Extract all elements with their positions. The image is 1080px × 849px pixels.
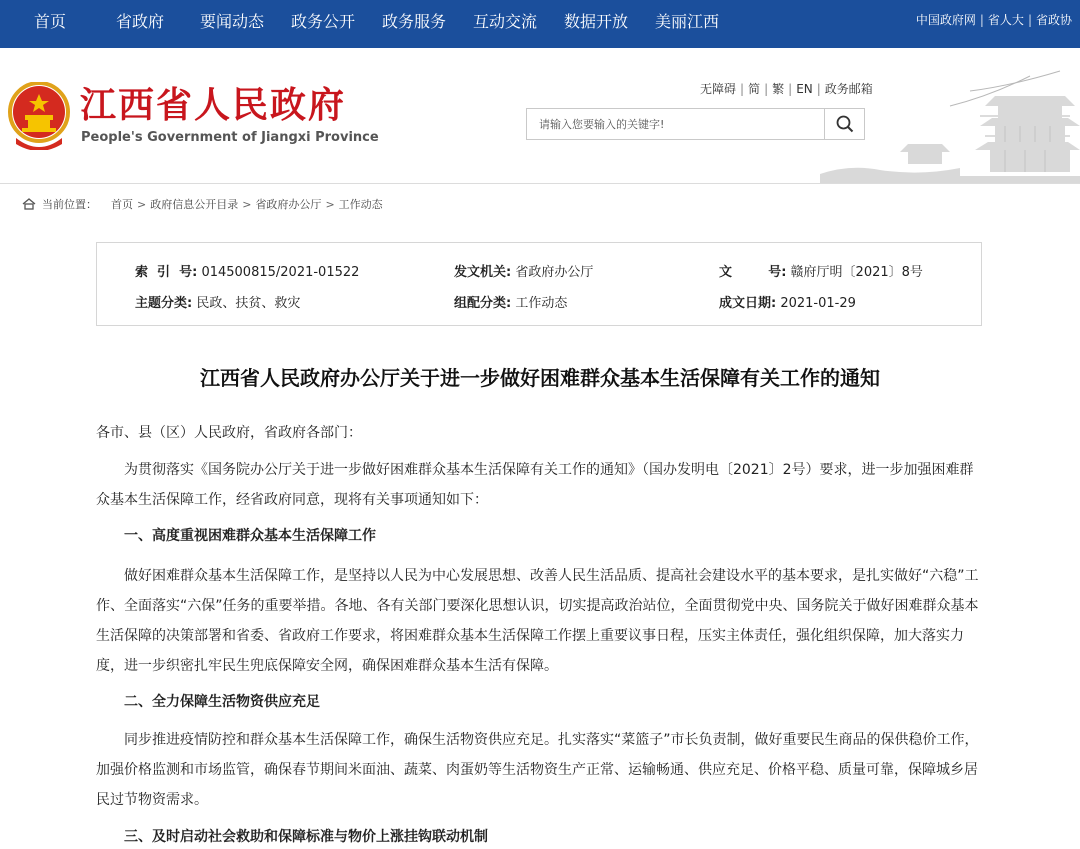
breadcrumb-separator: > [137,197,147,211]
header-divider [0,183,1080,184]
top-right-links [916,0,1072,40]
meta-docno-value: 赣府厅明〔2021〕8号 [790,265,923,280]
section-2-heading: 二、全力保障生活物资供应充足 [124,694,320,710]
meta-group-label: 组配分类: [454,296,512,311]
link-gov-mail[interactable]: 政务邮箱 [824,82,873,96]
link-provincial-congress[interactable]: 省人大 [987,13,1024,27]
pavilion-illustration [820,66,1080,184]
meta-date-label: 成文日期: [719,296,777,311]
meta-group-value: 工作动态 [515,296,568,311]
section-1-text: 做好困难群众基本生活保障工作，是坚持以人民为中心发展思想、改善人民生活品质、提高社会建设水平的基本要求，是扎实做好“六稳”工作、全面落实“六保”任务的重要举措。各地、各有关部门要深化思想认识，切实提高政治站位，全面贯彻党中央、国务院关于做好困难群众基本生活保障的决策部署和省委、省政府工作要求，将困难群众基本生活保障工作摆上重要议事日程，压实主体责任，强化组织保障，加大落实力度，进一步织密扎牢民生兜底保障安全网，确保困难群众基本生活有保障。 [96,568,979,674]
breadcrumb-separator: > [242,197,252,211]
meta-docno-label: 文 号: [719,265,787,280]
section-2-text: 同步推进疫情防控和群众基本生活保障工作，确保生活物资供应充足。扎实落实“菜篮子”市长负责制，做好重要民生商品的保供稳价工作，加强价格监测和市场监管，确保春节期间米面油、蔬菜、肉蛋奶等生活物资生产正常、运输畅通、供应充足、价格平稳、质量可靠，保障城乡居民过节物资需求。 [96,732,979,808]
section-1-heading: 一、高度重视困难群众基本生活保障工作 [124,528,376,544]
meta-topic [135,292,300,311]
meta-index-value: 014500815/2021-01522 [201,265,360,280]
link-traditional[interactable]: 繁 [772,82,785,96]
nav-item-home[interactable]: 首页 [34,12,67,31]
separator: | [816,82,821,96]
emblem-logo[interactable] [8,82,70,150]
document-metadata [96,242,982,326]
link-provincial-cppcc[interactable]: 省政协 [1035,13,1072,27]
separator: | [1027,13,1032,27]
breadcrumb-label: 当前位置： [42,198,97,211]
nav-item-news[interactable]: 要闻动态 [200,12,265,31]
nav-item-provincial-government[interactable]: 省政府 [116,12,165,31]
meta-date-value: 2021-01-29 [780,296,856,311]
meta-topic-value: 民政、扶贫、救灾 [196,296,301,311]
article-salutation: 各市、县（区）人民政府，省政府各部门： [96,425,362,441]
separator: | [788,82,793,96]
site-header [0,48,1080,184]
meta-index [135,261,359,280]
meta-issuer [454,261,593,280]
top-navigation [0,0,1080,48]
meta-issuer-label: 发文机关: [454,265,512,280]
separator: | [764,82,769,96]
meta-index-label: 索 引 号: [135,265,198,280]
home-icon [22,198,36,210]
nav-item-beautiful-jiangxi[interactable]: 美丽江西 [655,12,720,31]
nav-item-open-data[interactable]: 数据开放 [564,12,629,31]
separator: | [979,13,984,27]
nav-item-interaction[interactable]: 互动交流 [473,12,538,31]
link-simplified[interactable]: 简 [748,82,761,96]
search-box [526,108,865,140]
breadcrumb-info-catalog[interactable]: 政府信息公开目录 [150,198,239,211]
breadcrumb [22,196,383,212]
meta-date [719,292,856,311]
breadcrumb-general-office[interactable]: 省政府办公厅 [255,198,322,211]
meta-docno [719,261,923,280]
breadcrumb-separator: > [325,197,335,211]
site-subtitle: People's Government of Jiangxi Province [81,130,379,145]
article-intro: 为贯彻落实《国务院办公厅关于进一步做好困难群众基本生活保障有关工作的通知》（国办发明电〔2021〕2号）要求，进一步加强困难群众基本生活保障工作，经省政府同意，现将有关事项通知如下： [96,462,974,508]
search-input[interactable] [527,109,825,139]
meta-topic-label: 主题分类: [135,296,193,311]
link-central-gov[interactable]: 中国政府网 [915,13,976,27]
section-3-heading: 三、及时启动社会救助和保障标准与物价上涨挂钩联动机制 [124,829,488,845]
meta-group [454,292,567,311]
nav-item-gov-services[interactable]: 政务服务 [382,12,447,31]
article-title: 江西省人民政府办公厅关于进一步做好困难群众基本生活保障有关工作的通知 [200,366,880,390]
link-accessibility[interactable]: 无障碍 [700,82,737,96]
link-english[interactable]: EN [796,82,813,96]
site-title[interactable]: 江西省人民政府 [80,85,347,126]
separator: | [740,82,745,96]
breadcrumb-work-news[interactable]: 工作动态 [338,198,383,211]
nav-item-gov-affairs-open[interactable]: 政务公开 [291,12,356,31]
meta-issuer-value: 省政府办公厅 [515,265,594,280]
breadcrumb-home[interactable]: 首页 [111,198,133,211]
